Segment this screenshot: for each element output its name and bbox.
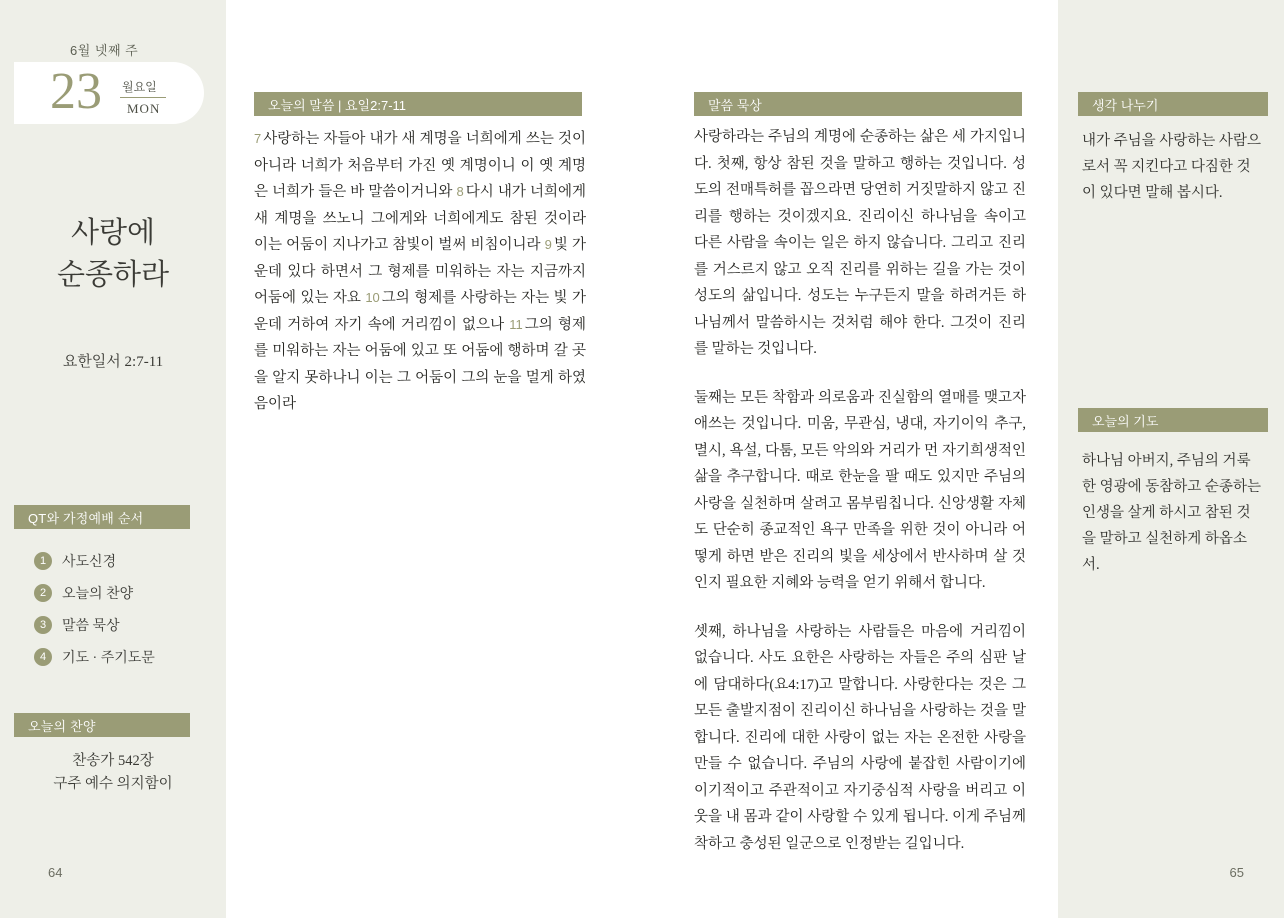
scripture-heading: 오늘의 말씀 | 요일2:7-11 bbox=[254, 92, 582, 116]
meditation-text bbox=[694, 124, 1026, 879]
page-number-right: 65 bbox=[1229, 865, 1244, 880]
praise-body bbox=[0, 750, 226, 796]
list-item bbox=[34, 641, 224, 673]
date-badge bbox=[14, 62, 204, 124]
scripture-text bbox=[254, 126, 586, 418]
verse-number: 9 bbox=[544, 237, 552, 252]
order-label: 기도 · 주기도문 bbox=[62, 651, 155, 666]
page-title bbox=[0, 212, 226, 296]
verse-number: 7 bbox=[254, 131, 262, 146]
order-heading: QT와 가정예배 순서 bbox=[14, 505, 190, 529]
page-title-line1: 사랑에 bbox=[70, 217, 156, 249]
date-number: 23 bbox=[50, 63, 102, 120]
order-number: 4 bbox=[34, 648, 52, 666]
verse-text: 그의 형제를 미워하는 자는 어둠에 있고 또 어둠에 행하며 갈 곳을 알지 못하나니 이는 그 어둠이 그의 눈을 멀게 하였음이라 bbox=[254, 316, 587, 412]
share-body: 내가 주님을 사랑하는 사람으로서 꼭 지킨다고 다짐한 것이 있다면 말해 봅시다. bbox=[1082, 133, 1261, 201]
order-label: 사도신경 bbox=[62, 555, 117, 570]
page-number-left: 64 bbox=[48, 865, 63, 880]
prayer-heading: 오늘의 기도 bbox=[1078, 408, 1268, 432]
order-number: 1 bbox=[34, 552, 52, 570]
order-label: 오늘의 찬양 bbox=[62, 587, 134, 602]
order-list bbox=[34, 545, 224, 673]
week-label: 6월 넷째 주 bbox=[70, 43, 139, 58]
share-heading: 생각 나누기 bbox=[1078, 92, 1268, 116]
verse-text: 빛 가운데 있다 하면서 그 형제를 미워하는 자는 지금까지 어둠에 있는 자요 bbox=[254, 237, 587, 306]
verse-number: 11 bbox=[509, 316, 523, 332]
order-number: 3 bbox=[34, 616, 52, 634]
praise-line2: 구주 예수 의지함이 bbox=[53, 776, 173, 792]
praise-line1: 찬송가 542장 bbox=[72, 753, 154, 769]
verse-text: 다시 내가 너희에게 새 계명을 쓰노니 그에게와 너희에게도 참된 것이라 이는 어둠이 지나가고 참빛이 벌써 비침이니라 bbox=[254, 184, 587, 253]
main-content bbox=[226, 0, 1058, 918]
meditation-paragraph: 사랑하라는 주님의 계명에 순종하는 삶은 세 가지입니다. 첫째, 항상 참된 것을 말하고 행하는 것입니다. 성도의 전매특허를 꼽으라면 당연히 거짓말하지 않고 진리를 행하는 것이겠지요. 진리이신 하나님을 속이고 다른 사람을 속이는 일은 하지 않습니다. 그리고 진리를 거스르지 않고 오직 진리를 위하는 길을 가는 것이 성도의 삶입니다. 성도는 누구든지 말을 하려거든 하나님께서 말씀하시는 것처럼 해야 한다. 그것이 진리를 말하는 것입니다. bbox=[694, 129, 1026, 357]
prayer-body: 하나님 아버지, 주님의 거룩한 영광에 동참하고 순종하는 인생을 살게 하시고 참된 것을 말하고 실천하게 하옵소서. bbox=[1082, 453, 1261, 573]
meditation-paragraph: 둘째는 모든 착함과 의로움과 진실함의 열매를 맺고자 애쓰는 것입니다. 미움, 무관심, 냉대, 자기이익 추구, 멸시, 욕설, 다툼, 모든 악의와 거리가 먼 자기희생적인 삶을 추구합니다. 때로 한눈을 팔 때도 있지만 주님의 사랑을 실천하며 살려고 몸부림칩니다. 신앙생활 자체도 단순히 종교적인 욕구 만족을 위한 것이 아니라 어떻게 하면 받은 진리의 빛을 세상에서 반사하며 살 것인지 필요한 지혜와 능력을 얻기 위해서 합니다. bbox=[694, 389, 1026, 591]
praise-heading: 오늘의 찬양 bbox=[14, 713, 190, 737]
day-korean: 월요일 bbox=[122, 80, 157, 94]
verse-number: 10 bbox=[365, 290, 380, 305]
list-item bbox=[34, 577, 224, 609]
day-english: MON bbox=[127, 101, 161, 116]
right-sidebar bbox=[1058, 0, 1284, 918]
list-item bbox=[34, 609, 224, 641]
day-divider bbox=[120, 97, 166, 98]
list-item bbox=[34, 545, 224, 577]
left-sidebar bbox=[0, 0, 226, 918]
verse-number: 8 bbox=[456, 184, 464, 199]
meditation-paragraph: 셋째, 하나님을 사랑하는 사람들은 마음에 거리낌이 없습니다. 사도 요한은 사랑하는 자들은 주의 심판 날에 담대하다(요4:17)고 말합니다. 사랑한다는 것은 그 모든 출발지점이 진리이신 하나님을 사랑하는 것을 말합니다. 진리에 대한 사랑이 없는 자는 온전한 사랑을 만들 수 없습니다. 주님의 사랑에 붙잡힌 사람이기에 이기적이고 주관적이고 자기중심적 사랑을 버리고 이웃을 내 몸과 같이 사랑할 수 있게 됩니다. 이게 주님께 착하고 충성된 일군으로 인정받는 길입니다. bbox=[694, 623, 1026, 852]
verse-text: 그의 형제를 사랑하는 자는 빛 가운데 거하여 자기 속에 거리낌이 없으나 bbox=[254, 290, 586, 333]
meditation-heading: 말씀 묵상 bbox=[694, 92, 1022, 116]
order-label: 말씀 묵상 bbox=[62, 619, 120, 634]
scripture-reference: 요한일서 2:7-11 bbox=[62, 354, 164, 370]
order-number: 2 bbox=[34, 584, 52, 602]
verse-text: 사랑하는 자들아 내가 새 계명을 너희에게 쓰는 것이 아니라 너희가 처음부터 가진 옛 계명이니 이 옛 계명은 너희가 들은 바 말씀이거니와 bbox=[254, 131, 586, 200]
page-title-line2: 순종하라 bbox=[56, 259, 170, 291]
